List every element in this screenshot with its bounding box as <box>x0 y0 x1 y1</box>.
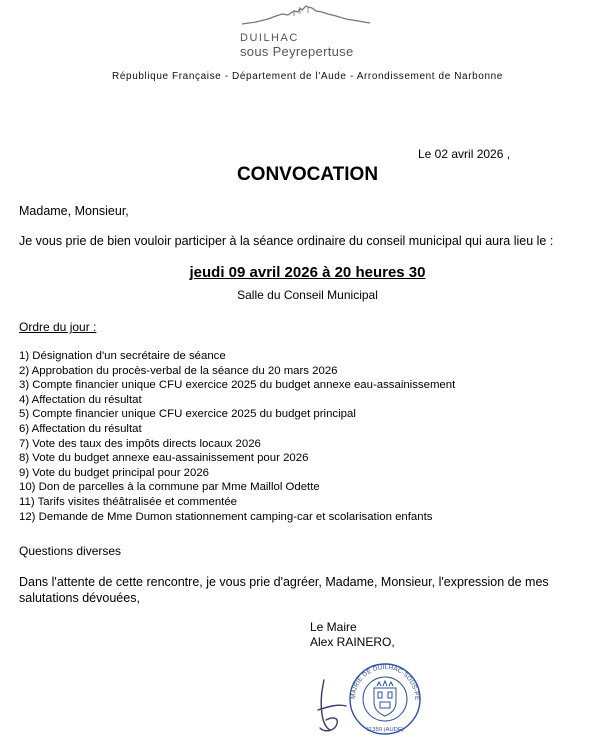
intro-paragraph: Je vous prie de bien vouloir participer à la séance ordinaire du conseil municipal qui aura lieu le : <box>19 234 554 248</box>
town-logo <box>236 2 376 60</box>
mayor-title: Le Maire <box>310 620 357 634</box>
agenda-item: 4) Affectation du résultat <box>19 393 142 406</box>
stamp-subtext: 11350 (AUDE) <box>366 727 404 733</box>
page-title: CONVOCATION <box>236 164 379 185</box>
administrative-header: République Française - Département de l'Aude - Arrondissement de Narbonne <box>112 71 503 82</box>
agenda-item: 8) Vote du budget annexe eau-assainissement pour 2026 <box>19 452 309 465</box>
meeting-venue: Salle du Conseil Municipal <box>237 288 378 302</box>
agenda-item: 6) Affectation du résultat <box>19 422 142 435</box>
agenda-item: 11) Tarifs visites théâtralisée et commentée <box>19 495 237 508</box>
agenda-item: 10) Don de parcelles à la commune par Mme Maillol Odette <box>19 481 320 494</box>
mayor-name: Alex RAINERO, <box>310 635 395 649</box>
castle-silhouette-icon <box>236 2 376 34</box>
agenda-item: 3) Compte financier unique CFU exercice 2025 du budget annexe eau-assainissement <box>19 379 456 392</box>
closing-paragraph: Dans l'attente de cette rencontre, je vous prie d'agréer, Madame, Monsieur, l'expression de mes salutations dévouées, <box>19 575 549 605</box>
salutation: Madame, Monsieur, <box>19 204 129 218</box>
agenda-list <box>19 349 455 524</box>
logo-subname: sous Peyrepertuse <box>240 44 354 59</box>
agenda-item: 7) Vote des taux des impôts directs locaux 2026 <box>19 437 261 450</box>
agenda-item: 5) Compte financier unique CFU exercice 2025 du budget principal <box>19 408 356 421</box>
agenda-item: 12) Demande de Mme Dumon stationnement camping-car et scolarisation enfants <box>19 510 433 523</box>
agenda-item: 1) Désignation d'un secrétaire de séance <box>19 350 226 362</box>
stamp-text: MAIRIE DE DUILHAC-SOUS-PE <box>349 663 421 701</box>
coat-of-arms-icon <box>374 681 396 716</box>
logo-name: DUILHAC <box>240 32 299 44</box>
official-stamp <box>344 662 426 736</box>
agenda-item: 9) Vote du budget principal pour 2026 <box>19 466 209 479</box>
agenda-item: 2) Approbation du procès-verbal de la séance du 20 mars 2026 <box>19 364 338 377</box>
letter-date: Le 02 avril 2026 , <box>418 147 511 161</box>
meeting-date: jeudi 09 avril 2026 à 20 heures 30 <box>189 264 426 281</box>
agenda-heading: Ordre du jour : <box>19 320 97 334</box>
questions-diverses: Questions diverses <box>19 544 122 558</box>
